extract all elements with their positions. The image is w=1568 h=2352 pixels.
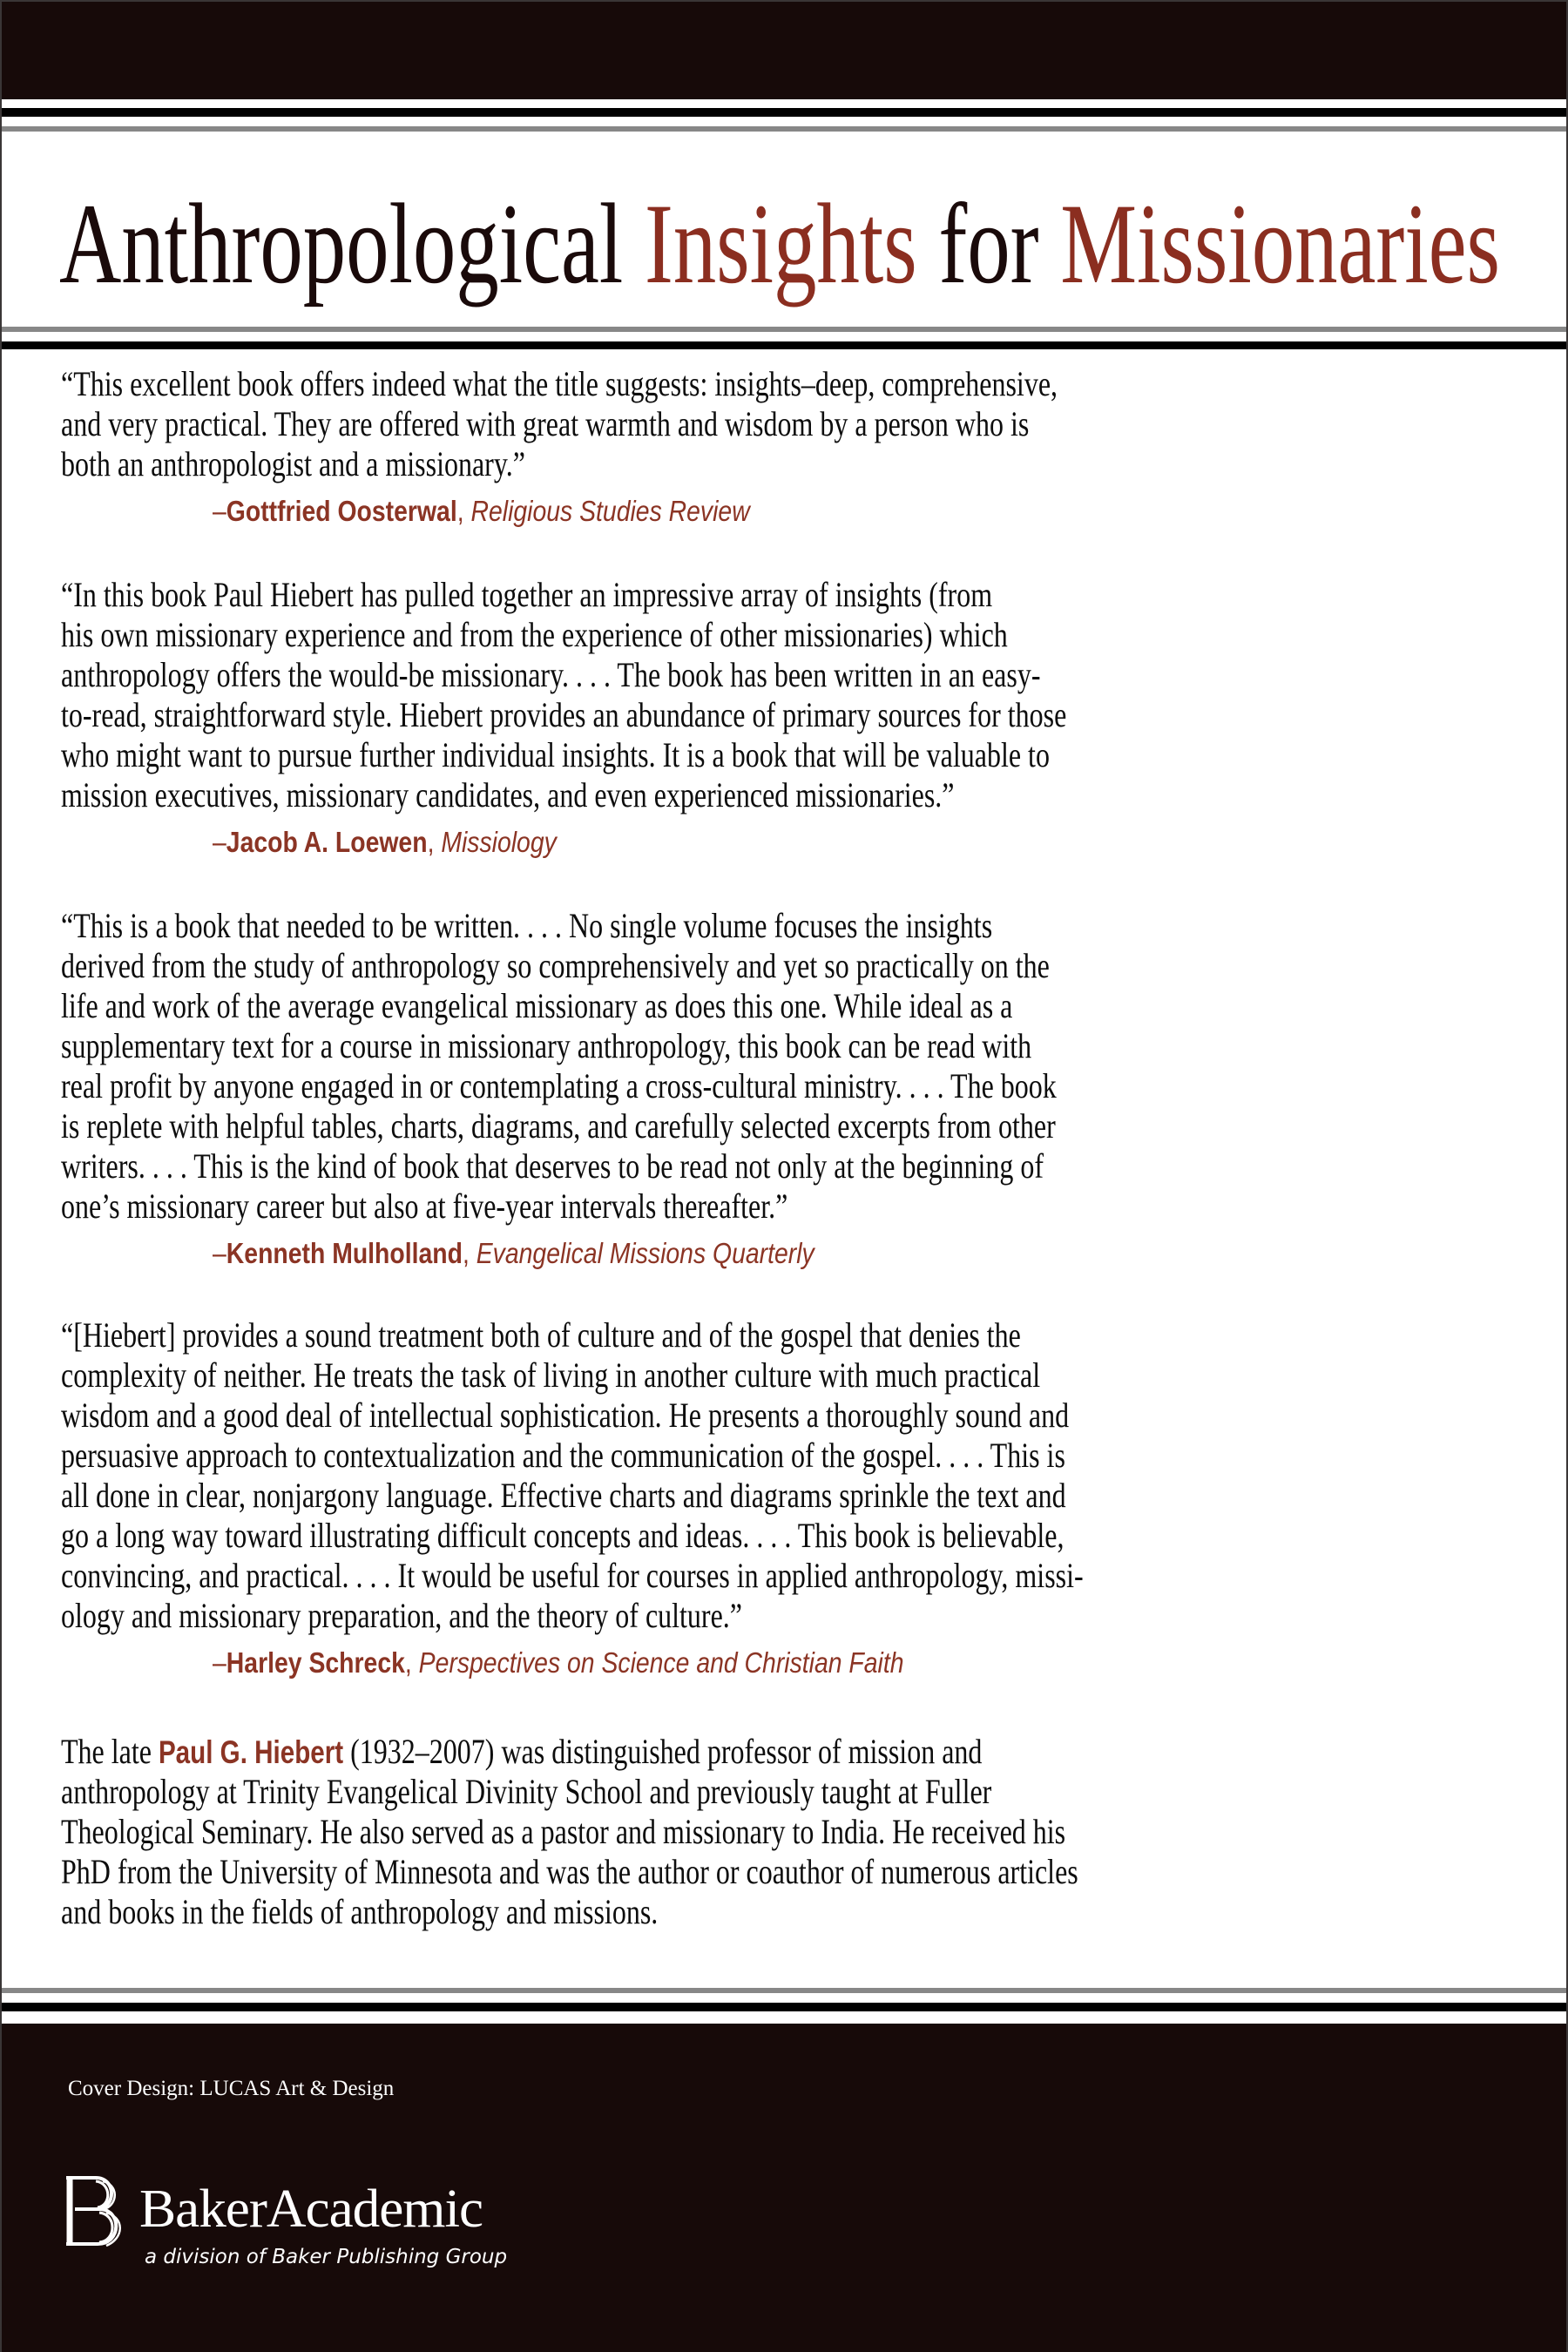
bio-line: PhD from the University of Minnesota and was the author or coauthor of numerous articles — [61, 1852, 1078, 1891]
attribution-dash: – — [213, 1646, 226, 1679]
bio-line: Theological Seminary. He also served as a pastor and missionary to India. He received his — [61, 1812, 1066, 1851]
title-word-missionaries: Missionaries — [1060, 179, 1500, 308]
bottom-rule-gray — [0, 1988, 1568, 1993]
publisher-division: a division of Baker Publishing Group — [145, 2246, 508, 2268]
endorsement — [61, 364, 1524, 531]
bio-line: anthropology at Trinity Evangelical Divinity School and previously taught at Fuller — [61, 1772, 992, 1811]
endorsement-line: life and work of the average evangelical missionary as does this one. While ideal as a — [61, 986, 1013, 1025]
endorser-name: Gottfried Oosterwal — [226, 495, 457, 527]
top-dark-band — [0, 0, 1568, 99]
endorsement-line: ology and missionary preparation, and the theory of culture.” — [61, 1596, 742, 1635]
endorsement-line: “In this book Paul Hiebert has pulled together an impressive array of insights (from — [61, 575, 993, 614]
endorsement-attribution — [213, 822, 1524, 862]
endorser-publication: Missiology — [441, 826, 557, 858]
book-title-text — [59, 179, 1500, 309]
bottom-rule-black — [0, 2003, 1568, 2011]
endorsement-line: derived from the study of anthropology so comprehensively and yet so practically on the — [61, 946, 1050, 985]
endorsement-line: his own missionary experience and from the experience of other missionaries) which — [61, 615, 1008, 654]
title-word-insights: Insights — [644, 179, 917, 308]
endorser-publication: Evangelical Missions Quarterly — [476, 1237, 814, 1269]
attribution-separator: , — [456, 495, 471, 527]
endorsement-line: anthropology offers the would-be missionary. . . . The book has been written in an easy- — [61, 655, 1041, 694]
endorsement-line: all done in clear, nonjargony language. Effective charts and diagrams sprinkle the text and — [61, 1476, 1066, 1515]
title-word-anthropological: Anthropological — [59, 179, 645, 308]
endorsement-line: persuasive approach to contextualization and the communication of the gospel. . . . This is — [61, 1436, 1065, 1475]
bio-line: and books in the fields of anthropology and missions. — [61, 1892, 659, 1931]
endorsement-line: supplementary text for a course in missionary anthropology, this book can be read with — [61, 1026, 1032, 1065]
top-rule-black — [0, 108, 1568, 117]
endorsement-line: both an anthropologist and a missionary.” — [61, 444, 525, 483]
attribution-dash: – — [213, 495, 226, 527]
attribution-separator: , — [462, 1237, 476, 1269]
title-rule-black — [0, 341, 1568, 349]
bio-first-line-rest: (1932–2007) was distinguished professor of mission and — [343, 1732, 983, 1771]
endorser-publication: Religious Studies Review — [470, 495, 750, 527]
endorsement-attribution — [213, 1233, 1524, 1274]
top-rule-gray — [0, 126, 1568, 132]
endorsement-line: “This is a book that needed to be written. . . . No single volume focuses the insights — [61, 906, 993, 945]
endorsement-line: convincing, and practical. . . . It would be useful for courses in applied anthropology, missi- — [61, 1556, 1084, 1595]
publisher-name: BakerAcademic — [139, 2180, 483, 2239]
title-word-for: for — [916, 179, 1061, 308]
endorsement-line: writers. . . . This is the kind of book that deserves to be read not only at the beginning of — [61, 1146, 1044, 1186]
endorser-name: Kenneth Mulholland — [226, 1237, 463, 1269]
endorsement — [61, 906, 1524, 1274]
bio-prefix: The late — [61, 1732, 159, 1771]
book-title — [59, 179, 1500, 309]
author-name: Paul G. Hiebert — [158, 1734, 344, 1770]
author-bio — [61, 1732, 1524, 1932]
attribution-dash: – — [213, 826, 226, 858]
endorser-publication: Perspectives on Science and Christian Faith — [418, 1646, 904, 1679]
attribution-separator: , — [404, 1646, 419, 1679]
endorsement-line: one’s missionary career but also at five-year intervals thereafter.” — [61, 1186, 788, 1226]
title-rule-gray — [0, 327, 1568, 332]
endorsement-attribution — [213, 1643, 1524, 1683]
baker-b-monogram-icon — [64, 2174, 127, 2247]
attribution-dash: – — [213, 1237, 226, 1269]
endorsement-line: wisdom and a good deal of intellectual sophistication. He presents a thoroughly sound and — [61, 1396, 1070, 1435]
endorser-name: Jacob A. Loewen — [226, 826, 428, 858]
endorsement-line: “This excellent book offers indeed what the title suggests: insights–deep, comprehensive, — [61, 364, 1058, 403]
endorsement-line: mission executives, missionary candidates, and even experienced missionaries.” — [61, 775, 955, 814]
publisher-logo — [64, 2174, 552, 2279]
endorsement-attribution — [213, 491, 1524, 531]
cover-design-credit: Cover Design: LUCAS Art & Design — [68, 2077, 395, 2100]
endorsement-line: and very practical. They are offered with great warmth and wisdom by a person who is — [61, 404, 1030, 443]
endorsement-line: is replete with helpful tables, charts, diagrams, and carefully selected excerpts from other — [61, 1106, 1056, 1146]
endorsement-line: real profit by anyone engaged in or contemplating a cross-cultural ministry. . . . The book — [61, 1066, 1057, 1105]
endorser-name: Harley Schreck — [226, 1646, 405, 1679]
endorsement — [61, 1315, 1524, 1683]
endorsement-line: who might want to pursue further individual insights. It is a book that will be valuable to — [61, 735, 1050, 774]
endorsement-line: to-read, straightforward style. Hiebert provides an abundance of primary sources for those — [61, 695, 1067, 734]
endorsement-line: go a long way toward illustrating difficult concepts and ideas. . . . This book is believable, — [61, 1516, 1064, 1555]
endorsement-line: complexity of neither. He treats the task of living in another culture with much practical — [61, 1355, 1041, 1395]
endorsement-line: “[Hiebert] provides a sound treatment both of culture and of the gospel that denies the — [61, 1315, 1021, 1355]
bio-line — [61, 1732, 1524, 1772]
attribution-separator: , — [427, 826, 442, 858]
endorsement — [61, 575, 1524, 862]
